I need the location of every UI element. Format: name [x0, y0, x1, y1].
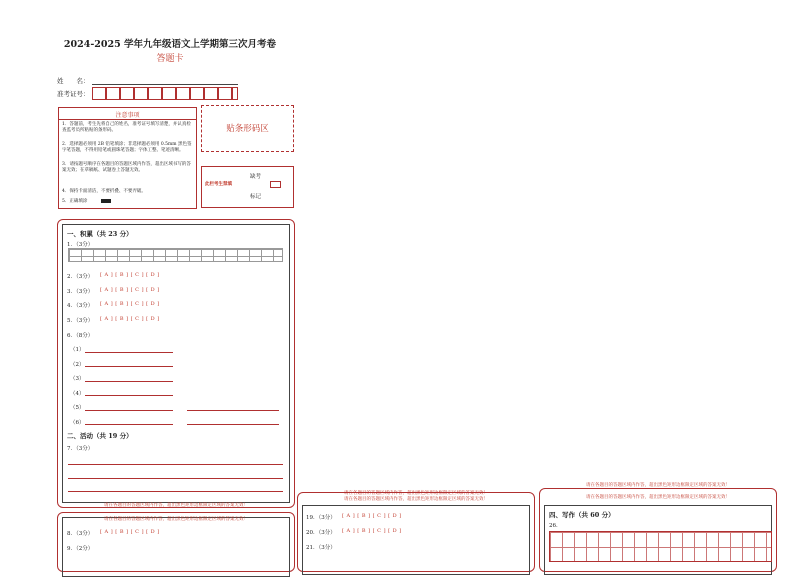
q7-line-1[interactable]	[68, 464, 283, 465]
q3-label: 3．（3分）	[67, 289, 94, 295]
page-subtitle: 答题卡	[156, 54, 184, 64]
notes-item-2: 2．选择题必须用 2B 铅笔填涂；非选择题必须用 0.5mm 黑色签字笔答题，不得用铅笔或圆珠笔答题；字体工整、笔迹清晰。	[62, 142, 192, 154]
warning-col2-b: 请在各题目的答题区域内作答，超出黑色矩形边框限定区域的答案无效！	[344, 497, 488, 502]
q7-line-2[interactable]	[68, 478, 283, 479]
page-title: 2024-2025 学年九年级语文上学期第三次月考卷	[63, 39, 277, 50]
q6-sub-6: （6）	[70, 420, 85, 426]
section-1-inner	[62, 224, 290, 503]
essay-writing-grid[interactable]	[549, 531, 772, 562]
filled-mark-sample	[101, 199, 111, 203]
absent-box	[201, 166, 294, 208]
q6-line-5b[interactable]	[187, 410, 279, 411]
absent-label-top: 缺考	[250, 174, 262, 180]
q2-options[interactable]: [ A ] [ B ] [ C ] [ D ]	[100, 272, 160, 278]
q6-sub-2: （2）	[70, 362, 85, 368]
q8-options[interactable]: [ A ] [ B ] [ C ] [ D ]	[100, 529, 160, 535]
q6-sub-1: （1）	[70, 347, 85, 353]
barcode-area	[201, 105, 294, 152]
warning-col1-bottom: 请在各题目的答题区域内作答，超出黑色矩形边框限定区域的答案无效！	[104, 503, 248, 508]
q6-line-5a[interactable]	[85, 410, 173, 411]
section-1-title: 一、积累（共 23 分）	[67, 230, 133, 238]
q1-label: 1．（3分）	[67, 242, 94, 248]
q7-label: 7．（3分）	[67, 446, 94, 452]
q19-options[interactable]: [ A ] [ B ] [ C ] [ D ]	[342, 513, 402, 519]
notes-item-3: 3．请按题号顺序在各题目的答题区域内作答，超出区域书写的答案无效；在草稿纸、试题卷上答题无效。	[62, 162, 191, 174]
absent-checkbox[interactable]	[270, 181, 281, 188]
q3-options[interactable]: [ A ] [ B ] [ C ] [ D ]	[100, 287, 160, 293]
q6-line-6a[interactable]	[85, 424, 173, 425]
q6-line-4[interactable]	[85, 395, 173, 396]
q5-label: 5．（3分）	[67, 318, 94, 324]
q8-label: 8．（3分）	[67, 531, 94, 537]
q6-line-3[interactable]	[85, 381, 173, 382]
warning-col2-a: 请在各题目的答题区域内作答，超出黑色矩形边框限定区域的答案无效！	[344, 491, 488, 496]
warning-col1-top: 请在各题目的答题区域内作答，超出黑色矩形边框限定区域的答案无效！	[104, 517, 248, 522]
warning-col3-a: 请在各题目的答题区域内作答，超出黑色矩形边框限定区域的答案无效！	[586, 483, 730, 488]
notes-item-1: 1．答题前，考生先将自己的姓名，准考证号填写清楚，并认真检查监考员所粘贴的条形码。	[62, 122, 191, 134]
notes-item-5: 5．正确填涂	[62, 199, 88, 204]
section-2-title: 二、活动（共 19 分）	[67, 432, 133, 440]
q5-options[interactable]: [ A ] [ B ] [ C ] [ D ]	[100, 316, 160, 322]
col2-inner	[302, 505, 530, 575]
q20-label: 20．（3分）	[306, 530, 336, 536]
notes-title: 注意事项	[115, 112, 140, 119]
q6-line-6b[interactable]	[187, 424, 279, 425]
notes-item-4: 4．保持卡面清洁，不要折叠、不要弄破。	[62, 189, 146, 194]
q4-label: 4．（3分）	[67, 303, 94, 309]
q2-label: 2．（3分）	[67, 274, 94, 280]
q6-label: 6．（8分）	[67, 333, 94, 339]
q7-line-3[interactable]	[68, 491, 283, 492]
q1-writing-grid[interactable]	[68, 248, 283, 262]
q6-sub-5: （5）	[70, 405, 85, 411]
exam-number-label: 准考证号：	[57, 90, 90, 98]
name-field[interactable]	[92, 84, 238, 85]
q6-line-1[interactable]	[85, 352, 173, 353]
barcode-label: 贴条形码区	[226, 124, 269, 134]
q6-sub-3: （3）	[70, 376, 85, 382]
q8-inner	[62, 517, 290, 577]
absent-label-bottom: 标记	[250, 194, 262, 200]
q9-label: 9．（2分）	[67, 546, 94, 552]
q26-label: 26.	[549, 523, 558, 529]
q20-options[interactable]: [ A ] [ B ] [ C ] [ D ]	[342, 528, 402, 534]
q19-label: 19．（3分）	[306, 515, 336, 521]
section-4-title: 四、写作（共 60 分）	[549, 511, 615, 519]
absent-note: 此栏考生禁填	[205, 182, 232, 187]
q4-options[interactable]: [ A ] [ B ] [ C ] [ D ]	[100, 301, 160, 307]
q6-sub-4: （4）	[70, 391, 85, 397]
q6-line-2[interactable]	[85, 366, 173, 367]
q21-label: 21．（3分）	[306, 545, 336, 551]
warning-col3-b: 请在各题目的答题区域内作答，超出黑色矩形边框限定区域的答案无效！	[586, 495, 730, 500]
name-label: 姓 名：	[57, 77, 90, 85]
notes-box	[58, 107, 197, 209]
